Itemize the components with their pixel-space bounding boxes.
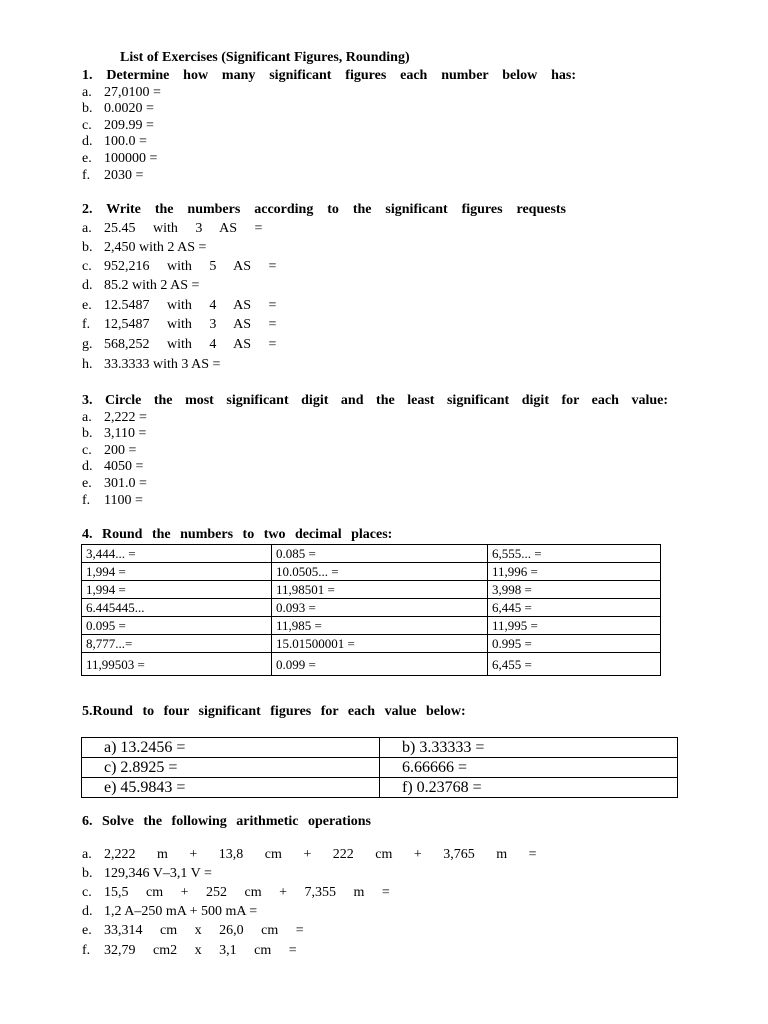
q3-item xyxy=(82,443,136,459)
item-label: b. xyxy=(82,426,93,441)
q1-item xyxy=(82,168,143,184)
table-cell: 6,455 = xyxy=(488,653,661,676)
item-label: d. xyxy=(82,459,93,474)
table-row xyxy=(82,778,678,798)
table-row xyxy=(82,635,661,653)
item-label: e. xyxy=(82,923,92,938)
question-4-heading: 4. Round the numbers to two decimal places: xyxy=(82,527,393,542)
table-cell: 6.66666 = xyxy=(380,758,678,778)
item-text: 85.2 with 2 AS = xyxy=(104,278,200,293)
item-text: 2,450 with 2 AS = xyxy=(104,240,207,255)
page-title: List of Exercises (Significant Figures, Rounding) xyxy=(120,50,410,65)
item-label: c. xyxy=(82,443,92,458)
item-text: 32,79 cm2 x 3,1 cm = xyxy=(104,943,297,958)
item-text: 15,5 cm + 252 cm + 7,355 m = xyxy=(104,885,390,900)
q3-item xyxy=(82,493,143,509)
question-1-heading: 1. Determine how many significant figures each number below has: xyxy=(82,68,576,83)
table-cell: 11,98501 = xyxy=(272,581,488,599)
item-label: f. xyxy=(82,943,91,958)
table-cell: 11,995 = xyxy=(488,617,661,635)
q1-item xyxy=(82,151,157,167)
item-label: c. xyxy=(82,259,92,274)
table-row xyxy=(82,563,661,581)
q6-item xyxy=(82,923,304,939)
item-text: 301.0 = xyxy=(104,476,147,491)
item-label: a. xyxy=(82,847,92,862)
item-text: 33,314 cm x 26,0 cm = xyxy=(104,923,304,938)
q2-item xyxy=(82,357,220,373)
table-cell: 6,445 = xyxy=(488,599,661,617)
table-cell: 3,998 = xyxy=(488,581,661,599)
item-label: f. xyxy=(82,493,91,508)
significant-figures-table xyxy=(81,737,678,798)
table-cell: b) 3.33333 = xyxy=(380,738,678,758)
item-label: a. xyxy=(82,85,92,100)
table-cell: 0.995 = xyxy=(488,635,661,653)
q6-item xyxy=(82,847,537,863)
table-row xyxy=(82,599,661,617)
table-cell: 8,777...= xyxy=(82,635,272,653)
q1-item xyxy=(82,101,154,117)
table-row xyxy=(82,545,661,563)
table-cell: 6,555... = xyxy=(488,545,661,563)
q6-item xyxy=(82,866,212,882)
q3-item xyxy=(82,476,147,492)
item-label: e. xyxy=(82,151,92,166)
item-label: b. xyxy=(82,101,93,116)
table-cell: f) 0.23768 = xyxy=(380,778,678,798)
table-cell: c) 2.8925 = xyxy=(82,758,380,778)
table-row xyxy=(82,581,661,599)
item-text: 2,222 m + 13,8 cm + 222 cm + 3,765 m = xyxy=(104,847,537,862)
q2-item xyxy=(82,221,262,237)
item-text: 200 = xyxy=(104,443,137,458)
item-label: a. xyxy=(82,410,92,425)
table-cell: 11,985 = xyxy=(272,617,488,635)
item-text: 27,0100 = xyxy=(104,85,161,100)
table-row xyxy=(82,653,661,676)
table-row xyxy=(82,738,678,758)
q2-item xyxy=(82,337,276,353)
table-cell: 0.085 = xyxy=(272,545,488,563)
item-label: e. xyxy=(82,476,92,491)
q3-item xyxy=(82,459,143,475)
table-row xyxy=(82,617,661,635)
item-label: b. xyxy=(82,866,93,881)
item-text: 0.0020 = xyxy=(104,101,154,116)
q3-item xyxy=(82,426,146,442)
item-label: f. xyxy=(82,317,91,332)
table-cell: 10.0505... = xyxy=(272,563,488,581)
item-label: a. xyxy=(82,221,92,236)
item-text: 1100 = xyxy=(104,493,143,508)
question-3-heading: 3. Circle the most significant digit and the least significant digit for each value: xyxy=(82,393,668,408)
item-text: 3,110 = xyxy=(104,426,147,441)
q6-item xyxy=(82,943,297,959)
rounding-table xyxy=(81,544,661,676)
item-label: g. xyxy=(82,337,93,352)
item-text: 952,216 with 5 AS = xyxy=(104,259,277,274)
item-text: 33.3333 with 3 AS = xyxy=(104,357,221,372)
item-text: 25.45 with 3 AS = xyxy=(104,221,263,236)
question-6-heading: 6. Solve the following arithmetic operations xyxy=(82,814,371,829)
item-label: d. xyxy=(82,278,93,293)
table-cell: 6.445445... xyxy=(82,599,272,617)
item-label: d. xyxy=(82,134,93,149)
q1-item xyxy=(82,118,154,134)
table-cell: 0.099 = xyxy=(272,653,488,676)
item-text: 209.99 = xyxy=(104,118,154,133)
table-cell: 0.093 = xyxy=(272,599,488,617)
item-label: h. xyxy=(82,357,93,372)
table-row xyxy=(82,758,678,778)
table-cell: e) 45.9843 = xyxy=(82,778,380,798)
item-label: c. xyxy=(82,118,92,133)
q2-item xyxy=(82,240,206,256)
q1-item xyxy=(82,85,161,101)
item-text: 568,252 with 4 AS = xyxy=(104,337,277,352)
item-label: d. xyxy=(82,904,93,919)
item-text: 2030 = xyxy=(104,168,144,183)
q1-item xyxy=(82,134,147,150)
table-cell: a) 13.2456 = xyxy=(82,738,380,758)
q2-item xyxy=(82,259,276,275)
table-cell: 1,994 = xyxy=(82,581,272,599)
q2-item xyxy=(82,278,199,294)
q2-item xyxy=(82,298,276,314)
item-text: 12,5487 with 3 AS = xyxy=(104,317,277,332)
table-cell: 3,444... = xyxy=(82,545,272,563)
item-text: 4050 = xyxy=(104,459,144,474)
item-text: 2,222 = xyxy=(104,410,147,425)
table-cell: 11,996 = xyxy=(488,563,661,581)
item-text: 1,2 A–250 mA + 500 mA = xyxy=(104,904,258,919)
q3-item xyxy=(82,410,147,426)
item-label: b. xyxy=(82,240,93,255)
question-5-heading: 5.Round to four significant figures for each value below: xyxy=(82,704,466,719)
item-text: 129,346 V–3,1 V = xyxy=(104,866,212,881)
q6-item xyxy=(82,885,390,901)
item-text: 12.5487 with 4 AS = xyxy=(104,298,277,313)
q2-item xyxy=(82,317,276,333)
item-label: f. xyxy=(82,168,91,183)
table-cell: 15.01500001 = xyxy=(272,635,488,653)
q6-item xyxy=(82,904,257,920)
item-text: 100.0 = xyxy=(104,134,147,149)
item-text: 100000 = xyxy=(104,151,158,166)
table-cell: 1,994 = xyxy=(82,563,272,581)
table-cell: 11,99503 = xyxy=(82,653,272,676)
item-label: c. xyxy=(82,885,92,900)
question-2-heading: 2. Write the numbers according to the significant figures requests xyxy=(82,202,566,217)
table-cell: 0.095 = xyxy=(82,617,272,635)
item-label: e. xyxy=(82,298,92,313)
